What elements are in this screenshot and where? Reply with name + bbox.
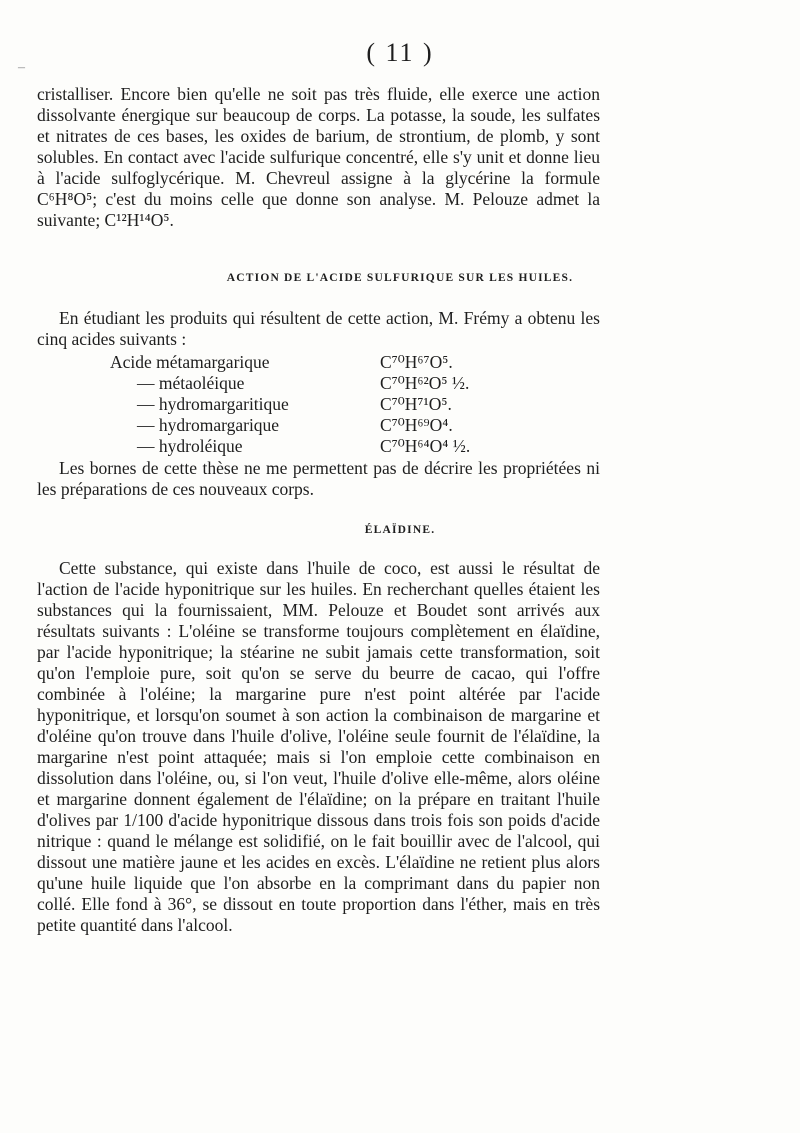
paragraph-text: Cette substance, qui existe dans l'huile de coco, est aussi le résultat de l'action de l'acide hyponitrique sur les huiles. En recherchant quelles étaient les substances qui la fournissaient, MM. Pelouze et Boudet sont arrivés aux résultats suivants : L'oléine se transforme toujours complètement en élaïdine, par l'acide hyponitrique; la stéarine ne subit jamais cette transformation, soit qu'on l'emploie pure, soit qu'on se serve du beurre de cacao, qui l'offre combinée à l'oléine; la margarine pure n'est point altérée par l'acide hyponitrique, et lorsqu'on soumet à son action la combinaison de margarine et d'oléine qu'on trouve dans l'huile d'olive, l'oléine seule fournit de l'élaïdine, la margarine n'est point attaquée; mais si l'on emploie cette combinaison en dissolution dans l'oléine, ou, si l'on veut, l'huile d'olive elle-même, alors oléine et margarine donnent également de l'élaïdine; on la prépare en traitant l'huile d'olives par 1/100 d'acide hyponitrique dissous dans trois fois son poids d'acide nitrique : quand le mélange est solidifié, on le fait bouillir avec de l'alcool, qui dissout une matière jaune et les acides en excès. L'élaïdine ne retient plus alors qu'une huile liquide que l'on absorbe en la comprimant dans du papier non collé. Elle fond à 36°, se dissout en toute proportion dans l'éther, mais en très petite quantité dans l'alcool. [37, 558, 600, 935]
acid-formula: C⁷⁰H⁶⁷O⁵. [380, 352, 453, 372]
acid-row [110, 394, 570, 415]
acid-formula: C⁷⁰H⁷¹O⁵. [380, 394, 452, 414]
paragraph-glycerine-end [37, 84, 600, 231]
page-number: ( 11 ) [366, 38, 434, 67]
paragraph-elaidine [37, 558, 600, 936]
section-title-sulfuric-acid: ACTION DE L'ACIDE SULFURIQUE SUR LES HUILES. [226, 272, 574, 284]
acid-formula: C⁷⁰H⁶⁴O⁴ ½. [380, 436, 471, 456]
paragraph-text: En étudiant les produits qui résultent de cette action, M. Frémy a obtenu les cinq acides suivants : [37, 308, 600, 349]
acid-name: — métaoléique [137, 373, 245, 393]
acid-formula: C⁷⁰H⁶⁹O⁴. [380, 415, 453, 435]
paragraph-text: Les bornes de cette thèse ne me permettent pas de décrire les propriétées ni les préparations de ces nouveaux corps. [37, 458, 600, 499]
acid-row [110, 352, 570, 373]
acid-formula: C⁷⁰H⁶²O⁵ ½. [380, 373, 470, 393]
section-title-elaidine: ÉLAÏDINE. [364, 524, 436, 536]
acid-row [110, 373, 570, 394]
acid-name: — hydromargarique [137, 415, 280, 435]
margin-mark: – [18, 60, 25, 75]
acid-row [110, 436, 570, 457]
paragraph-fremy [37, 308, 600, 350]
acid-name: — hydroléique [137, 436, 243, 456]
acid-row [110, 415, 570, 436]
acids-table [110, 352, 570, 457]
paragraph-limits [37, 458, 600, 500]
acid-name: — hydromargaritique [137, 394, 289, 414]
paragraph-text: cristalliser. Encore bien qu'elle ne soit pas très fluide, elle exerce une action dissolvante énergique sur beaucoup de corps. La potasse, la soude, les sulfates et nitrates de ces bases, les oxides de barium, de strontium, de plomb, y sont solubles. En contact avec l'acide sulfurique concentré, elle s'y unit et donne lieu à l'acide sulfoglycérique. M. Chevreul assigne à la glycérine la formule C⁶H⁸O⁵; c'est du moins celle que donne son analyse. M. Pelouze admet la suivante; C¹²H¹⁴O⁵. [37, 84, 600, 230]
acid-name: Acide métamargarique [110, 352, 270, 372]
